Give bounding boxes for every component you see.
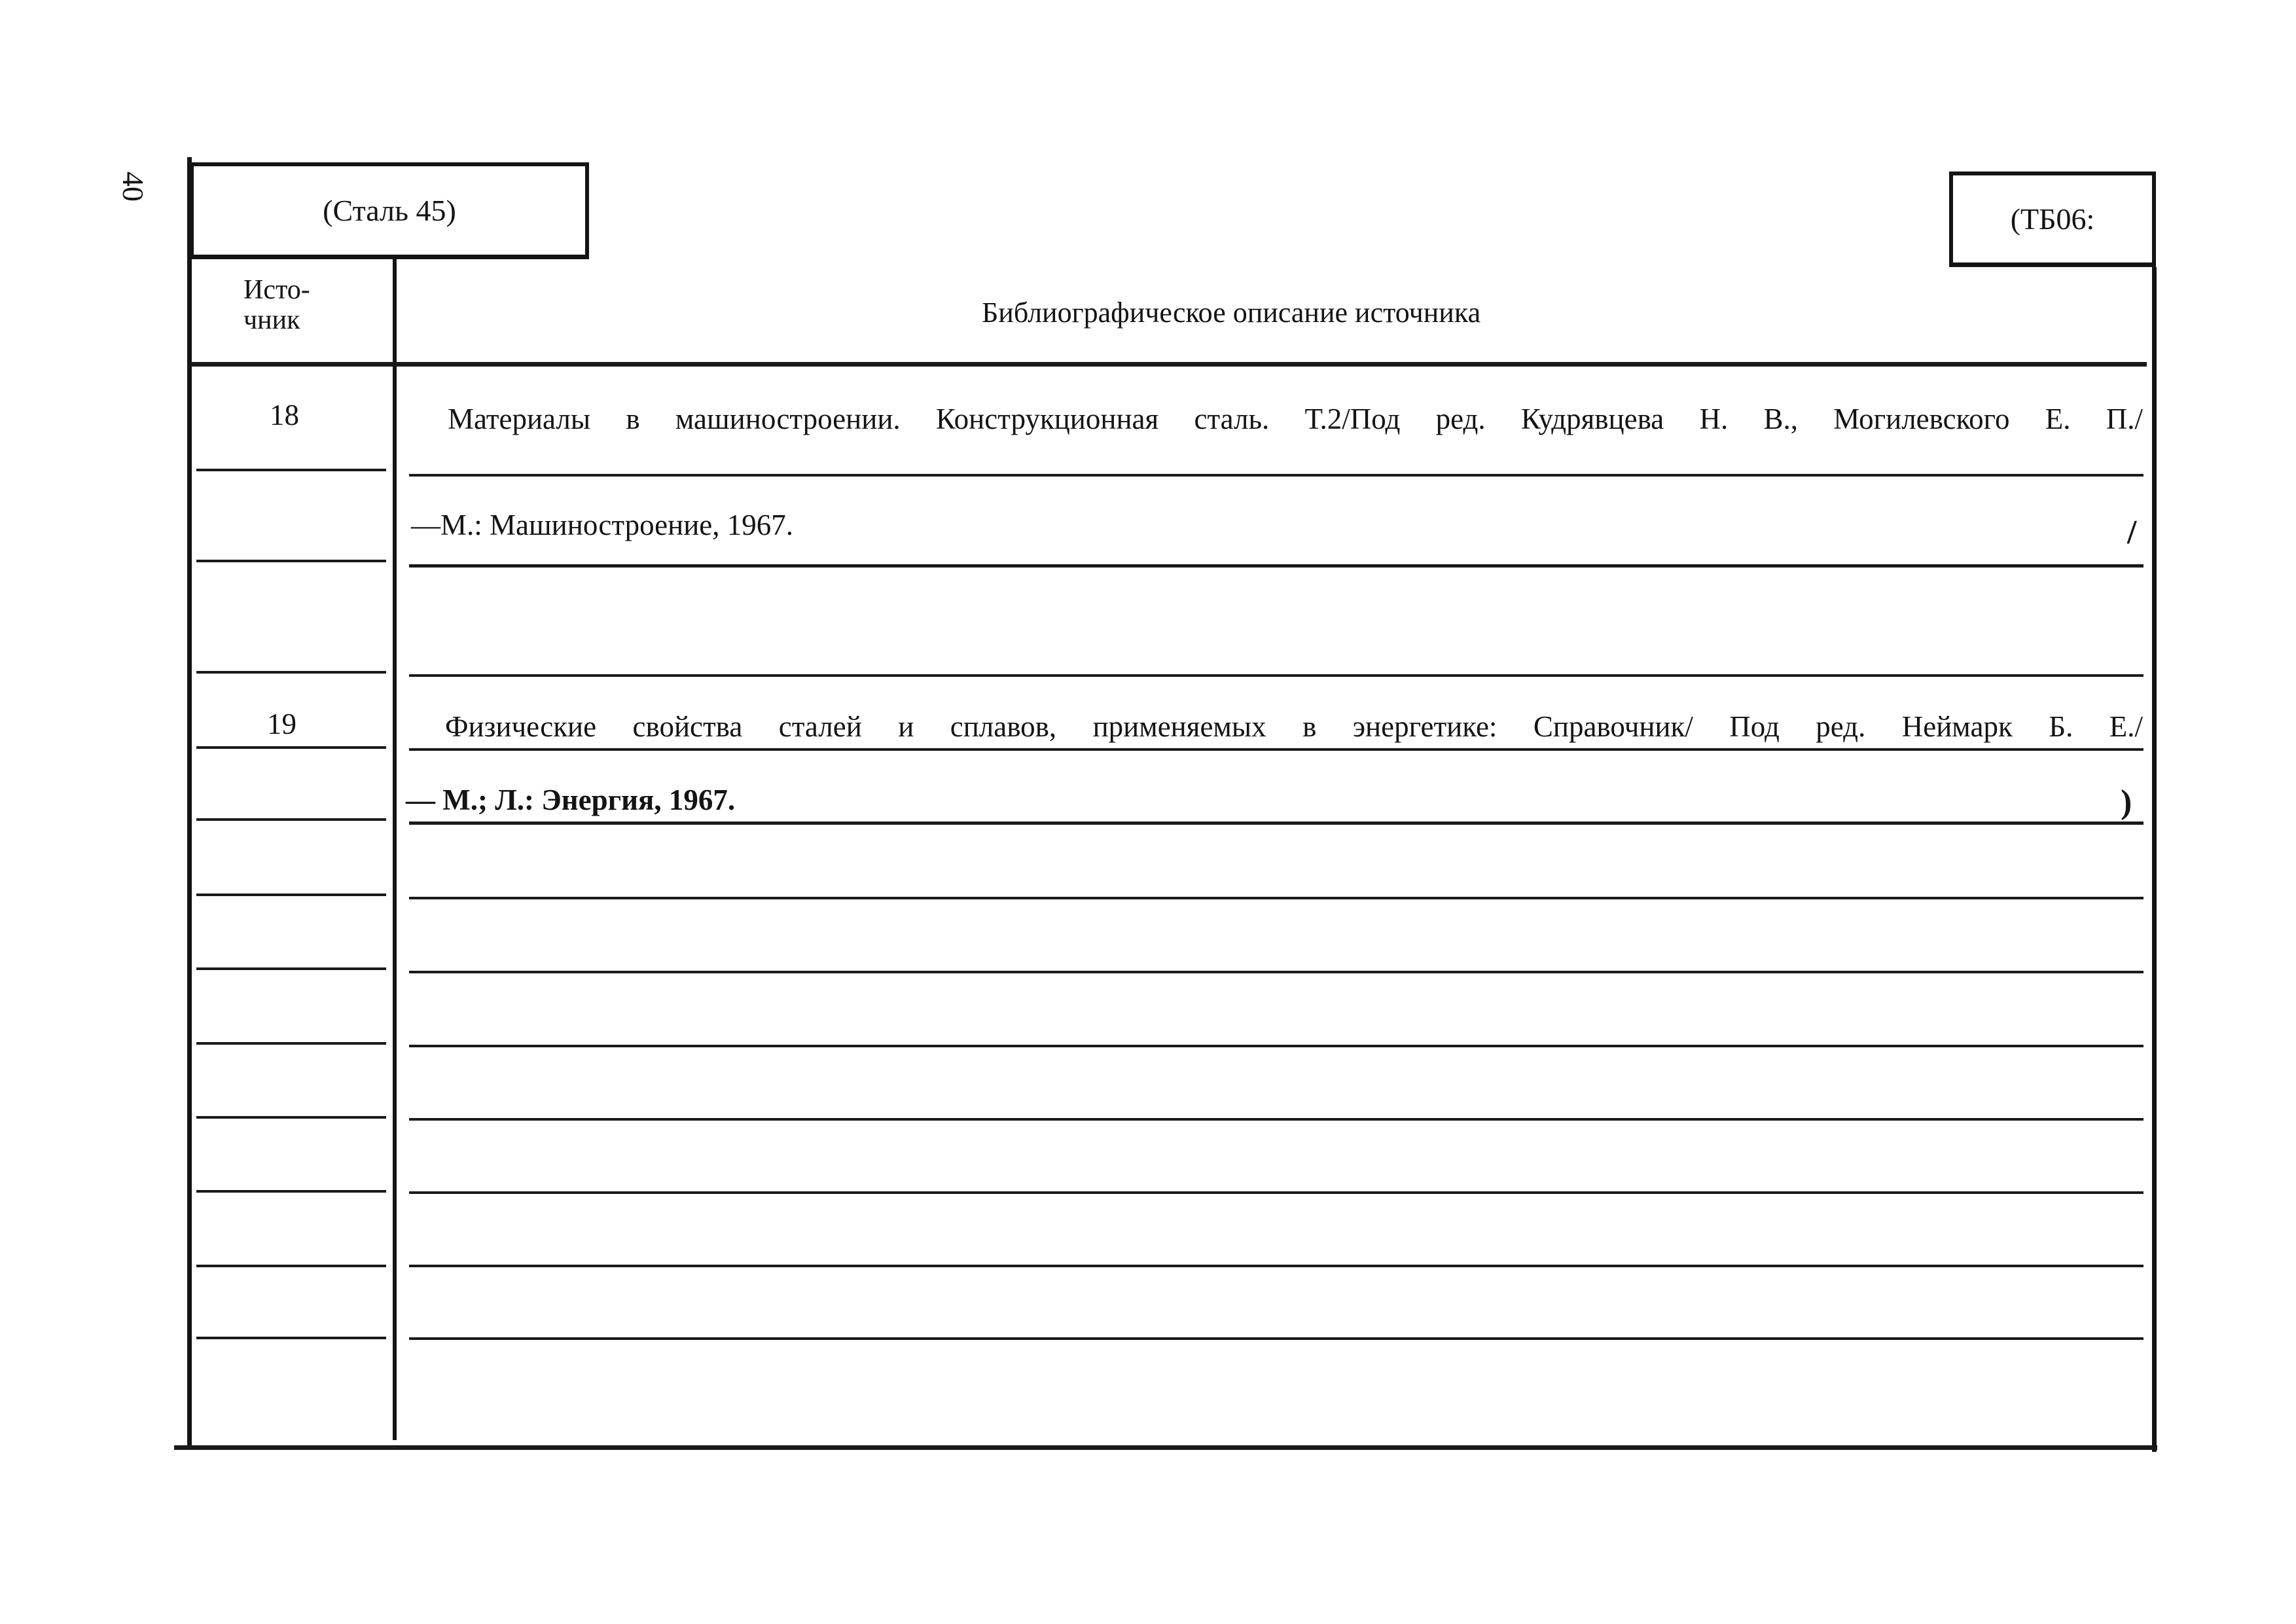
header-rule	[190, 362, 2147, 367]
text-rule	[409, 1191, 2144, 1194]
left-rule	[196, 818, 386, 821]
source-header-line-2: чник	[243, 305, 300, 336]
text-rule	[409, 674, 2144, 677]
text-rule	[409, 1118, 2144, 1121]
left-rule	[196, 1337, 386, 1339]
left-rule	[196, 671, 386, 674]
entry-19-end-mark: )	[2121, 784, 2132, 821]
entry-19-line-2: — М.; Л.: Энергия, 1967.	[406, 784, 736, 816]
text-rule	[409, 1045, 2144, 1047]
steel-grade-label: (Сталь 45)	[323, 194, 456, 227]
card-code-box	[1949, 171, 2156, 267]
column-divider	[393, 259, 397, 1440]
description-column-header: Библиографическое описание источника	[982, 297, 1481, 329]
entry-18-line-1: Материалы в машиностроении. Конструкционная сталь. Т.2/Под ред. Кудрявцева Н. В., Могилевского Е. П./	[448, 403, 2143, 435]
page-number: 40	[117, 171, 150, 202]
left-rule	[196, 967, 386, 970]
text-rule	[409, 564, 2144, 568]
left-rule	[196, 1190, 386, 1193]
left-rule	[196, 746, 386, 749]
text-rule	[409, 971, 2144, 973]
entry-18-line-2: —М.: Машиностроение, 1967.	[411, 509, 794, 541]
text-rule	[409, 1337, 2144, 1340]
entry-number-19: 19	[267, 708, 296, 740]
bottom-rule	[174, 1445, 2157, 1450]
source-column-header	[243, 275, 322, 335]
text-rule	[409, 821, 2144, 825]
left-rule	[196, 560, 386, 562]
card-code-label: (ТБ06:	[2010, 202, 2095, 236]
text-rule	[409, 748, 2144, 751]
steel-grade-box	[190, 162, 589, 259]
left-rule	[196, 1265, 386, 1267]
entry-19-line-1: Физические свойства сталей и сплавов, применяемых в энергетике: Справочник/ Под ред. Неймарк Б. Е./	[445, 710, 2143, 743]
right-border	[2152, 267, 2157, 1452]
entry-number-18: 18	[270, 399, 299, 431]
source-header-line-1: Исто-	[243, 275, 310, 305]
left-border	[187, 157, 192, 1448]
text-rule	[409, 1265, 2144, 1267]
left-rule	[196, 893, 386, 896]
left-rule	[196, 1116, 386, 1119]
text-rule	[409, 474, 2144, 477]
entry-18-end-mark: /	[2127, 514, 2137, 551]
left-rule	[196, 469, 386, 471]
left-rule	[196, 1042, 386, 1045]
text-rule	[409, 897, 2144, 899]
